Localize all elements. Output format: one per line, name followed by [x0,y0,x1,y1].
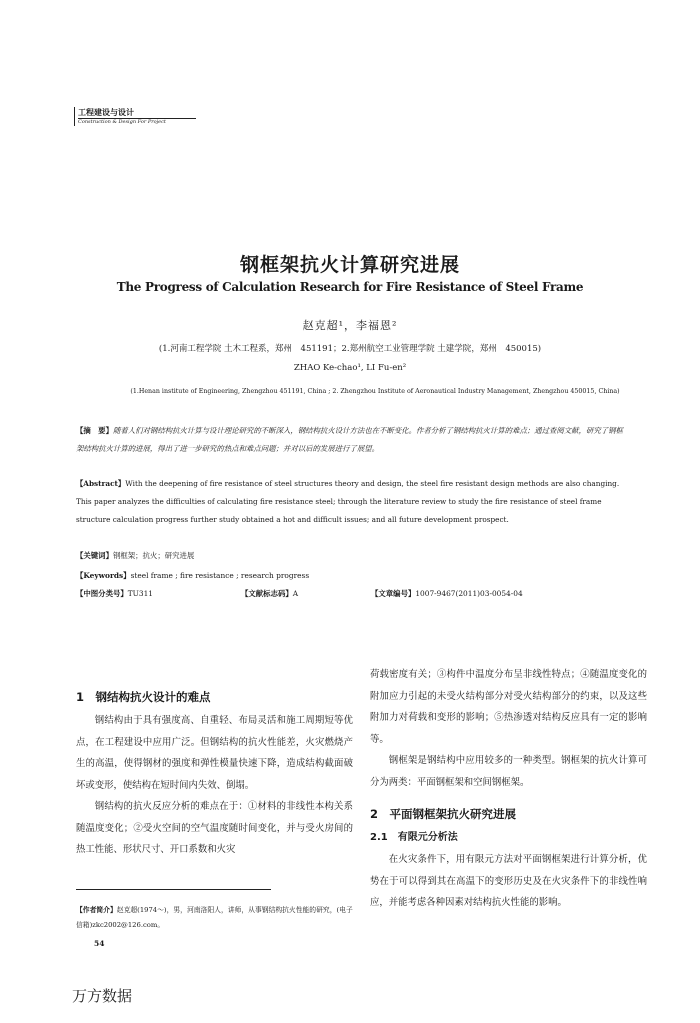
left-column [76,684,353,861]
abstract-cn-label: 【摘 要】 [76,426,113,435]
abstract-cn [76,422,624,458]
journal-name-cn: 工程建设与设计 [78,108,134,117]
right-column [370,664,647,914]
affiliation-cn: (1.河南工程学院 土木工程系，郑州 451191；2.郑州航空工业管理学院 土建学院，郑州 450015) [158,344,542,354]
authors-en: ZHAO Ke-chao¹, LI Fu-en² [293,363,407,373]
keywords-cn-text: 钢框架；抗火；研究进展 [112,551,195,560]
article-number [371,588,523,599]
affiliation-en: (1.Henan institute of Engineering, Zhengzhou 451191, China ; 2. Zhengzhou Institute of Aeronautical Industry Management, Zhengzhou 450015, China) [130,388,620,395]
document-code [241,588,298,599]
footnote-label: 【作者简介】 [76,906,117,914]
section-2-1-heading: 2.1 有限元分析法 [370,832,458,843]
authors-cn: 赵克超¹，李福恩² [302,319,398,332]
abstract-en [76,475,624,529]
clc-label: 【中图分类号】 [76,589,128,598]
abstract-cn-text: 随着人们对钢结构抗火计算与设计理论研究的不断深入，钢结构抗火设计方法也在不断变化。作者分析了钢结构抗火计算的难点；通过查阅文献，研究了钢框架结构抗火计算的进展，得出了进一步研究的热点和难点问题；并对以后的发展进行了展望。 [76,426,623,453]
clc-code [76,588,153,599]
right-paragraph-2: 钢框架是钢结构中应用较多的一种类型。钢框架的抗火计算可分为两类：平面钢框架和空间钢框架。 [370,755,647,788]
clc-value: TU311 [127,589,154,598]
section-1-paragraph-1: 钢结构由于具有强度高、自重轻、布局灵活和施工周期短等优点，在工程建设中应用广泛。但钢结构的抗火性能差，火灾燃烧产生的高温，使得钢材的强度和弹性模量快速下降，造成结构截面破坏或变形，使结构在短时间内失效、倒塌。 [76,715,353,791]
doc-label: 【文献标志码】 [241,589,293,598]
doc-value: A [292,589,299,598]
article-label: 【文章编号】 [371,589,416,598]
page-number: 54 [94,939,105,948]
paper-title-en: The Progress of Calculation Research for Fire Resistance of Steel Frame [116,280,584,294]
right-paragraph-1: 荷载密度有关；③构件中温度分布呈非线性特点；④随温度变化的附加应力引起的未受火结构部分对受火结构部分的约束，以及这些附加力对荷载和变形的影响；⑤热渗透对结构反应具有一定的影响等。 [370,669,647,745]
section-2-1-paragraph: 在火灾条件下，用有限元方法对平面钢框架进行计算分析，优势在于可以得到其在高温下的变形历史及在火灾条件下的非线性响应，并能考虑各种因素对结构抗火性能的影响。 [370,854,647,908]
section-1-heading: 1 钢结构抗火设计的难点 [76,690,211,704]
abstract-en-label: 【Abstract】 [76,479,126,488]
keywords-en-label: 【Keywords】 [76,571,131,580]
footnote-text: 赵克超(1974～)，男，河南洛阳人，讲师，从事钢结构抗火性能的研究，(电子信箱)zkc2002@126.com。 [76,906,353,929]
keywords-cn [76,547,624,565]
journal-header [74,107,196,126]
abstract-en-text: With the deepening of fire resistance of steel structures theory and design, the steel fire resistant design methods are also changing. This paper analyzes the difficulties of calculating fire resistance steel; through the literature review to study the fire resistance of steel frame structure calculation progress further study obtained a hot and difficult issues; and all future development prospect. [76,479,620,524]
footnote-divider [76,889,271,890]
author-footnote [76,903,356,933]
article-value: 1007-9467(2011)03-0054-04 [415,589,523,598]
journal-name-en: Construction & Design For Project [78,118,196,126]
keywords-cn-label: 【关键词】 [76,551,113,560]
keywords-en [76,567,624,585]
keywords-en-text: steel frame ; fire resistance ; research progress [130,571,310,580]
section-1-paragraph-2: 钢结构的抗火反应分析的难点在于：①材料的非线性本构关系随温度变化；②受火空间的空气温度随时间变化，并与受火房间的热工性能、形状尺寸、开口系数和火灾 [76,801,353,855]
section-2-heading: 2 平面钢框架抗火研究进展 [370,807,517,821]
watermark: 万方数据 [72,987,133,1005]
paper-title-cn: 钢框架抗火计算研究进展 [239,254,460,276]
